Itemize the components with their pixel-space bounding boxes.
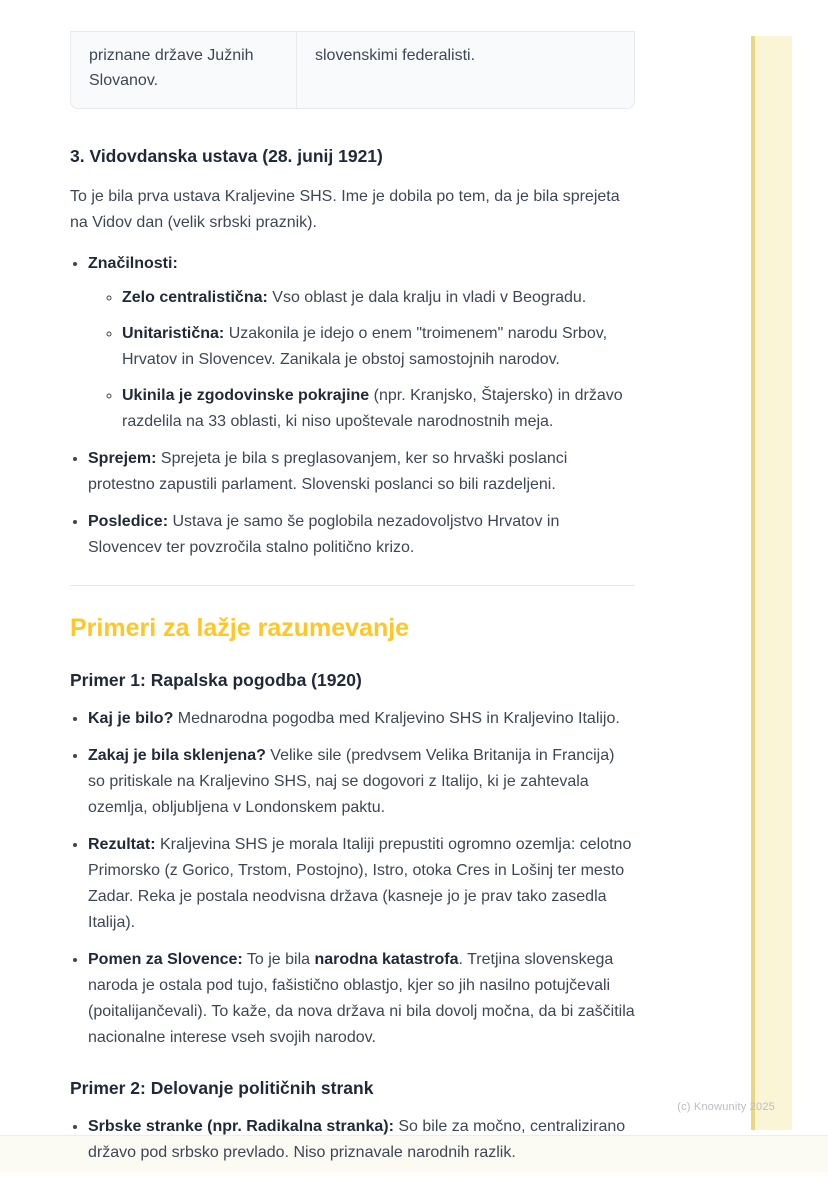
list-item: ◦ Zelo centralistična: Vso oblast je dala kralju in vladi v Beogradu. xyxy=(122,285,635,311)
list-item xyxy=(88,251,635,435)
table-cell-right: slovenskimi federalisti. xyxy=(315,47,476,64)
table-fragment xyxy=(70,31,635,109)
subheading-primer-1: Primer 1: Rapalska pogodba (1920) xyxy=(70,670,362,690)
section-heading-primeri: Primeri za lažje razumevanje xyxy=(70,614,410,642)
list-item: ◦ Unitaristična: Uzakonila je idejo o enem "troimenem" narodu Srbov, Hrvatov in Slovencev. Zanikala je obstoj samostojnih narodov. xyxy=(122,321,635,373)
list-item: • Pomen za Slovence: To je bila narodna katastrofa. Tretjina slovenskega naroda je ostala pod tujo, fašistično oblastjo, kjer so jih nasilno potujčevali (poitalijančevali). To kaže, da nova država ni bila dovolj močna, da bi zaščitila nacionalne interese vseh svojih narodov. xyxy=(88,947,635,1051)
page-edge-highlight-strip xyxy=(751,36,792,1130)
table-cell-left: priznane države Južnih Slovanov. xyxy=(71,32,297,108)
vidovdanska-sublist xyxy=(88,285,635,435)
primer1-list xyxy=(70,706,635,1051)
list-item: • Sprejem: Sprejeta je bila s preglasovanjem, ker so hrvaški poslanci protestno zapustili parlament. Slovenski poslanci so bili razdeljeni. xyxy=(88,446,635,498)
document-content xyxy=(70,0,635,1177)
vidovdanska-list xyxy=(70,251,635,561)
intro-paragraph: To je bila prva ustava Kraljevine SHS. Ime je dobila po tem, da je bila sprejeta na Vidov dan (velik srbski praznik). xyxy=(70,188,620,231)
copyright-watermark: (c) Knowunity 2025 xyxy=(677,1101,775,1113)
list-item: • Srbske stranke (npr. Radikalna stranka): So bile za močno, centralizirano državo pod srbsko prevlado. Niso priznavale narodnih razlik. xyxy=(88,1114,635,1166)
section-divider xyxy=(70,585,635,586)
list-item: • Rezultat: Kraljevina SHS je morala Italiji prepustiti ogromno ozemlja: celotno Primorsko (z Gorico, Trstom, Postojno), Istro, otoka Cres in Lošinj ter mesto Zadar. Reka je postala neodvisna država (kasneje jo je prav tako zasedla Italija). xyxy=(88,832,635,936)
primer2-list xyxy=(70,1114,635,1166)
list-item-text: Značilnosti: xyxy=(88,255,178,272)
section-heading-vidovdanska: 3. Vidovdanska ustava (28. junij 1921) xyxy=(70,146,383,166)
list-item: • Posledice: Ustava je samo še poglobila nezadovoljstvo Hrvatov in Slovencev ter povzročila stalno politično krizo. xyxy=(88,509,635,561)
list-item: • Kaj je bilo? Mednarodna pogodba med Kraljevino SHS in Kraljevino Italijo. xyxy=(88,706,635,732)
list-item: • Zakaj je bila sklenjena? Velike sile (predvsem Velika Britanija in Francija) so pritiskale na Kraljevino SHS, naj se dogovori z Italijo, ki je zahtevala ozemlja, obljubljena v Londonskem paktu. xyxy=(88,743,635,821)
subheading-primer-2: Primer 2: Delovanje političnih strank xyxy=(70,1078,374,1098)
list-item: ◦ Ukinila je zgodovinske pokrajine (npr. Kranjsko, Štajersko) in državo razdelila na 33 oblasti, ki niso upoštevale narodnostnih meja. xyxy=(122,383,635,435)
